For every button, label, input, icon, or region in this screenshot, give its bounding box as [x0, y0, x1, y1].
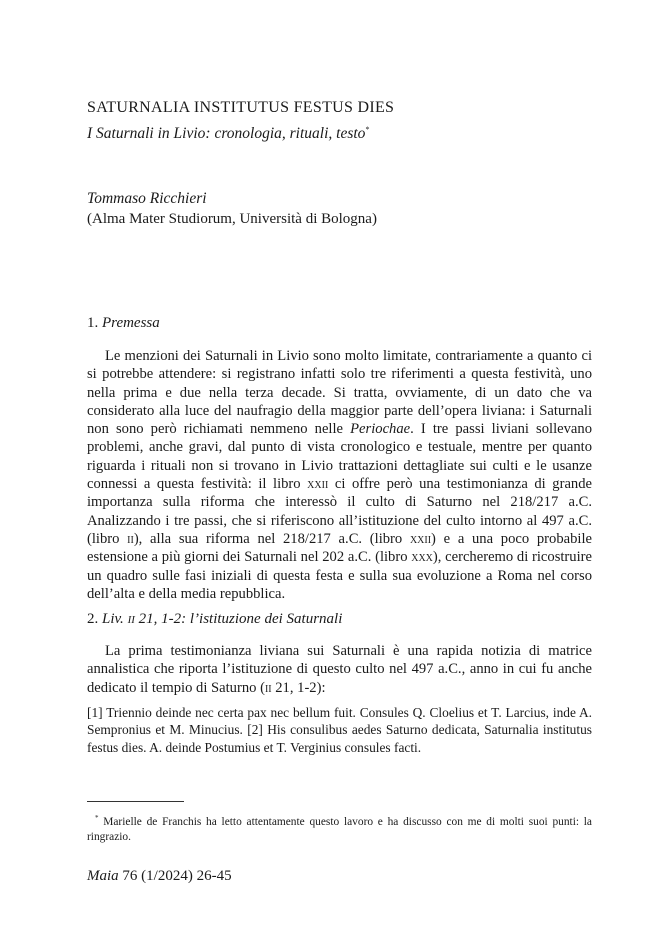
- section-2-title-post: 21, 1-2: l’istituzione dei Saturnali: [134, 611, 343, 627]
- para-text: . I tre passi liviani sollevano problemi, anche gravi, dal punto di vista cronologico e testuale, mentre per quanto riguarda i rituali non si trovano in Livio trattazioni dettagliate sui culti e le usanze connessi a questa festività: il libro: [87, 421, 592, 493]
- para-text: ), cercheremo di ricostruire un quadro sulle fasi iniziali di questa festa e sulla sua evoluzione a Roma nel corso dell’alta e della media repubblica.: [87, 549, 592, 602]
- journal-name: Maia: [87, 868, 119, 884]
- para-text: ), alla sua riforma nel 218/217 a.C. (libro: [133, 530, 410, 547]
- section-2-paragraph: [87, 642, 592, 697]
- footnote-text: Marielle de Franchis ha letto attentamente questo lavoro e ha discusso con me di molti suoi punti: la ringrazio.: [87, 815, 592, 844]
- footnote: [87, 811, 592, 846]
- journal-citation: [87, 866, 592, 886]
- footnote-divider: [87, 801, 184, 802]
- book-numeral: ii: [127, 530, 134, 547]
- author-name: Tommaso Ricchieri: [87, 190, 207, 207]
- para-text: Le menzioni dei Saturnali in Livio sono molto limitate, contrariamente a quanto ci si potrebbe attendere: si registrano infatti solo tre riferimenti a questa festività, uno nella prima e due nella terza decade. Si tratta, ovviamente, di un dato che va considerato alla luce del naufragio della maggior parte dell’opera liviana: i Saturnali non sono però richiamati nemmeno nelle: [87, 348, 592, 438]
- section-2-title-pre: Liv.: [102, 611, 128, 627]
- para-text: ) e a una poco probabile estensione a più giorni dei Saturnali nel 202 a.C. (libro: [87, 530, 592, 566]
- section-1-paragraph: [87, 347, 592, 603]
- section-2-number: 2.: [87, 611, 99, 627]
- periochae-title: Periochae: [350, 421, 411, 438]
- section-1-number: 1.: [87, 315, 99, 331]
- article-subtitle: [87, 120, 592, 144]
- journal-volume-pages: 76 (1/2024) 26-45: [118, 868, 232, 884]
- article-title: SATURNALIA INSTITUTUS FESTUS DIES: [87, 99, 395, 116]
- book-numeral: ii: [264, 679, 272, 696]
- section-2-title-book: ii: [127, 611, 135, 627]
- section-1-title: Premessa: [102, 315, 160, 331]
- footnote-mark: *: [95, 814, 99, 822]
- book-numeral: xxii: [409, 530, 432, 547]
- section-1-heading: [87, 313, 592, 333]
- subtitle-text: I Saturnali in Livio: cronologia, rituali, testo: [87, 125, 366, 143]
- subtitle-footnote-mark: *: [365, 125, 370, 134]
- para-text: La prima testimonianza liviana sui Saturnali è una rapida notizia di matrice annalistica che riporta l’istituzione di questo culto nel 497 a.C., anno in cui fu anche dedicato il tempio di Saturno (: [87, 643, 592, 696]
- para-text: ci offre però una testimonianza di grande importanza sulla riforma che interessò il culto di Saturno nel 218/217 a.C. Analizzando i tre passi, che si riferiscono all’istituzione del culto intorno al 497 a.C. (libro: [87, 476, 592, 547]
- author-affiliation: (Alma Mater Studiorum, Università di Bologna): [87, 211, 377, 227]
- livy-quotation: [1] Triennio deinde nec certa pax nec bellum fuit. Consules Q. Cloelius et T. Larcius, inde A. Sempronius et M. Minucius. [2] His consulibus aedes Saturno dedicata, Saturnalia institutus festus dies. A. deinde Postumius et T. Verginius consules facti.: [87, 705, 592, 755]
- para-text: 21, 1-2):: [271, 679, 326, 696]
- section-2-heading: [87, 609, 592, 629]
- book-numeral: xxx: [411, 549, 433, 566]
- book-numeral: xxii: [307, 476, 329, 493]
